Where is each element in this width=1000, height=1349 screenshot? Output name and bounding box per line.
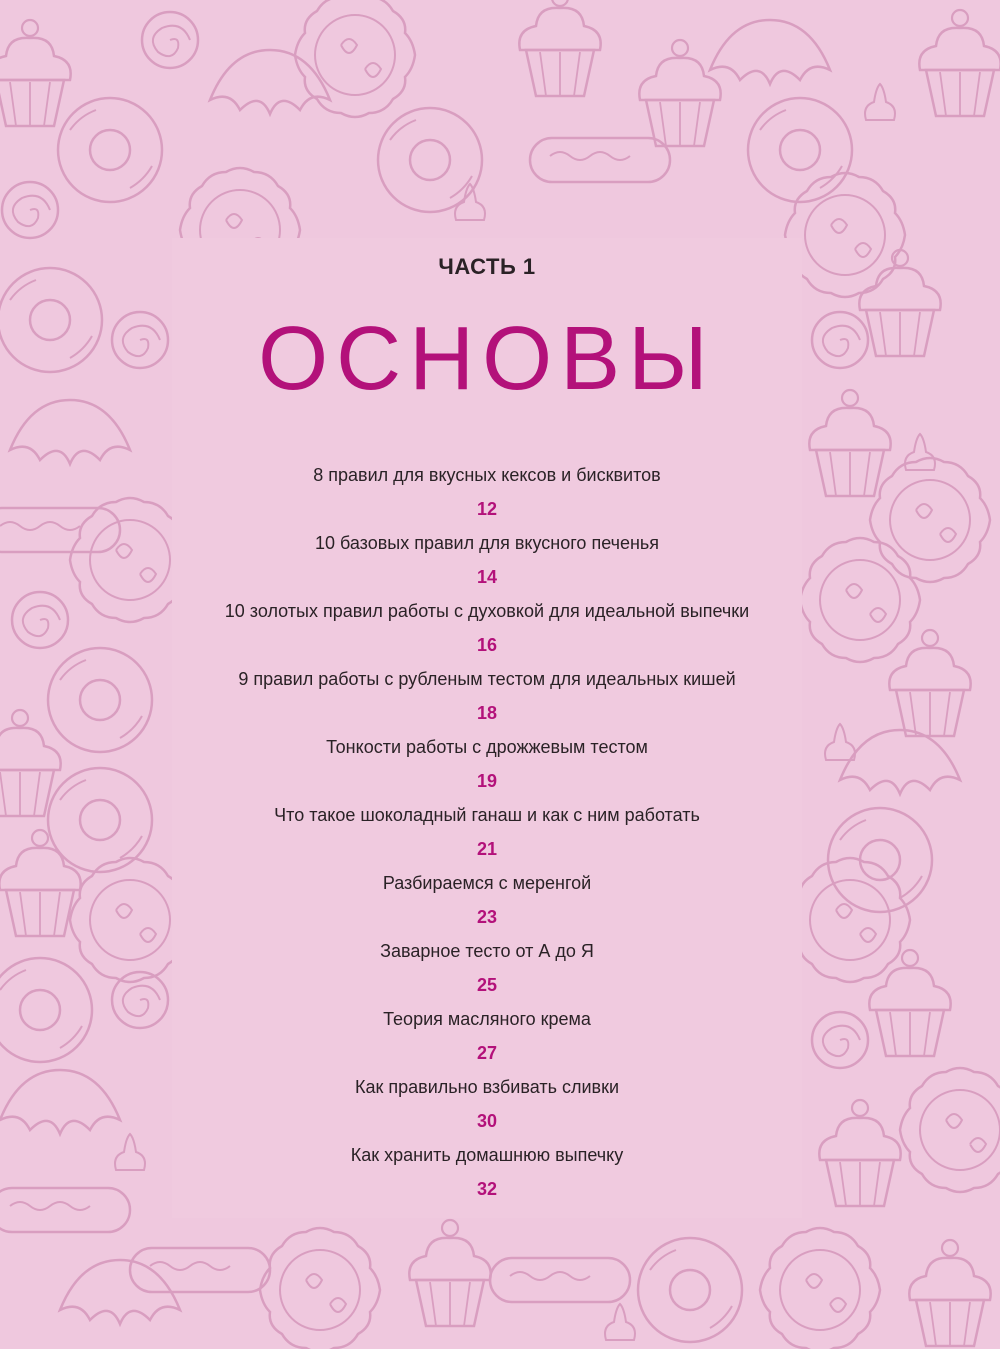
toc-entry-page: 25 — [476, 975, 498, 995]
section-title: ОСНОВЫ — [258, 309, 716, 409]
toc-entry[interactable] — [172, 458, 802, 526]
toc-entry-title: 9 правил работы с рубленым тестом для идеальных кишей — [238, 669, 736, 689]
toc-entry-title: Теория масляного крема — [383, 1009, 591, 1029]
toc-entry-title: 10 золотых правил работы с духовкой для идеальной выпечки — [224, 601, 750, 621]
toc-entry[interactable] — [172, 798, 802, 866]
toc-entry[interactable] — [172, 526, 802, 594]
toc-panel — [172, 238, 802, 1218]
toc-entry-title: 10 базовых правил для вкусного печенья — [314, 533, 660, 553]
toc-entry-page: 19 — [476, 771, 498, 791]
toc-entry-page: 12 — [476, 499, 498, 519]
toc-entry-title: Разбираемся с меренгой — [382, 873, 592, 893]
toc-entry[interactable] — [172, 1138, 802, 1206]
toc-entry[interactable] — [172, 866, 802, 934]
toc-entry-title: Как хранить домашнюю выпечку — [350, 1145, 624, 1165]
table-of-contents — [172, 458, 802, 1206]
toc-entry-title: Тонкости работы с дрожжевым тестом — [326, 737, 648, 757]
toc-entry[interactable] — [172, 934, 802, 1002]
toc-entry[interactable] — [172, 662, 802, 730]
toc-entry[interactable] — [172, 1002, 802, 1070]
toc-entry[interactable] — [172, 1070, 802, 1138]
toc-entry-title: Заварное тесто от А до Я — [380, 941, 594, 961]
toc-entry-page: 27 — [476, 1043, 498, 1063]
part-label: ЧАСТЬ 1 — [438, 254, 536, 279]
toc-entry-title: Что такое шоколадный ганаш и как с ним работать — [274, 805, 700, 825]
toc-entry-page: 32 — [476, 1179, 498, 1199]
toc-entry-title: Как правильно взбивать сливки — [354, 1077, 619, 1097]
toc-entry-page: 30 — [476, 1111, 498, 1131]
toc-entry[interactable] — [172, 594, 802, 662]
toc-entry-page: 18 — [476, 703, 498, 723]
toc-entry[interactable] — [172, 730, 802, 798]
toc-entry-page: 23 — [476, 907, 498, 927]
toc-entry-page: 14 — [476, 567, 498, 587]
toc-entry-page: 21 — [476, 839, 498, 859]
toc-entry-page: 16 — [476, 635, 498, 655]
toc-entry-title: 8 правил для вкусных кексов и бисквитов — [313, 465, 661, 485]
